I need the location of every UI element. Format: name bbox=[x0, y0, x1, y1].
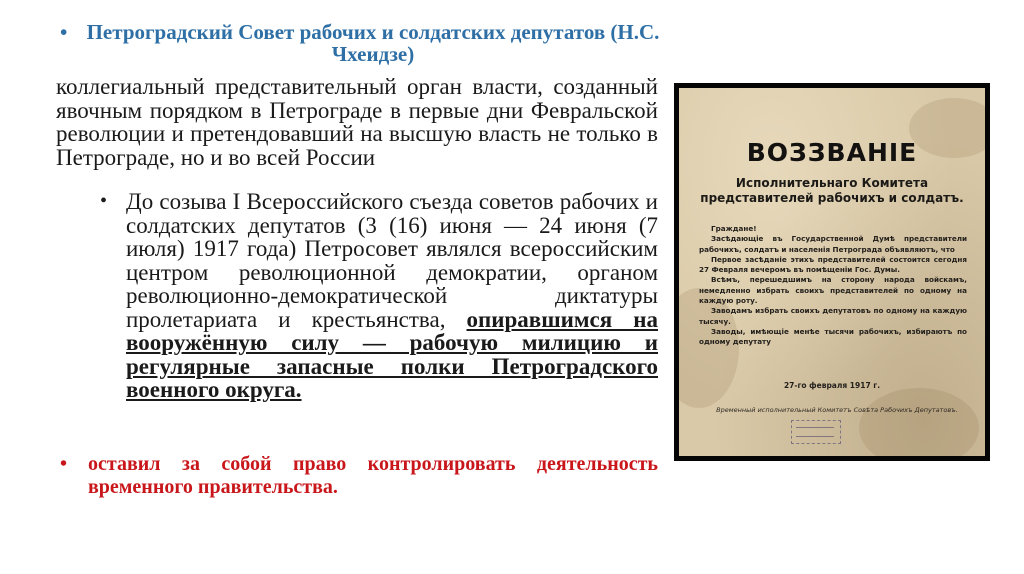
slide-heading bbox=[60, 21, 660, 65]
poster-body bbox=[699, 224, 967, 348]
red-point-bullet: • bbox=[60, 453, 68, 475]
sub-point-text: До созыва I Всероссийского съезда советов рабочих и солдатских депутатов (3 (16) июня — 24 июня (7 июля) 1917 года) Петросовет являлся всероссийским центром революционной демократии, органом революционно-демократической диктатуры пролетариата и крестьянства, bbox=[126, 189, 658, 332]
heading-text: Петроградский Совет рабочих и солдатских депутатов (Н.С. Чхеидзе) bbox=[86, 20, 660, 66]
sub-point-bullet: • bbox=[100, 190, 108, 212]
poster-paper bbox=[679, 88, 985, 456]
sub-point-emphasis: опиравшимся на вооружённую силу — рабочую милицию и регулярные запасные полки Петроградского военного округа. bbox=[126, 306, 658, 402]
sub-point bbox=[100, 189, 658, 402]
poster-date: 27-го февраля 1917 г. bbox=[783, 381, 881, 390]
poster-body-line: Всѣмъ, перешедшимъ на сторону народа войскамъ, немедленно избрать своихъ представителей по одному на каждую роту. bbox=[699, 275, 967, 306]
poster-title: ВОЗЗВАНІЕ bbox=[746, 138, 918, 167]
poster-body-line: Заводы, имѣющіе менѣе тысячи рабочихъ, избираютъ по одному депутату bbox=[699, 326, 967, 347]
poster-body-line: Граждане! bbox=[711, 224, 757, 233]
heading-bullet: • bbox=[60, 20, 68, 44]
poster-body-line: Первое засѣданіе этихъ представителей состоится сегодня 27 Февраля вечеромъ въ помѣщеніи Гос. Думы. bbox=[699, 254, 967, 275]
definition-paragraph: коллегиальный представительный орган власти, созданный явочным порядком в Петрограде в первые дни Февральской революции и претендовавший на высшую власть не только в Петрограде, но и во всей России bbox=[56, 74, 658, 170]
red-point-text: оставил за собой право контролировать деятельность временного правительства. bbox=[88, 453, 658, 498]
poster-body-line: Засѣдающіе въ Государственной Думѣ представители рабочихъ, солдатъ и населенія Петрограда объявляютъ, что bbox=[699, 234, 967, 254]
poster-body-line: Заводамъ избрать своихъ депутатовъ по одному на каждую тысячу. bbox=[699, 306, 967, 326]
poster-subtitle: Исполнительнаго Комитета представителей рабочихъ и солдатъ. bbox=[700, 176, 964, 205]
archive-stamp-icon bbox=[791, 420, 841, 444]
poster-image bbox=[674, 83, 990, 461]
poster-signature: Временный исполнительный Комитетъ Совѣта Рабочихъ Депутатовъ. bbox=[716, 406, 958, 414]
red-point bbox=[60, 453, 658, 499]
